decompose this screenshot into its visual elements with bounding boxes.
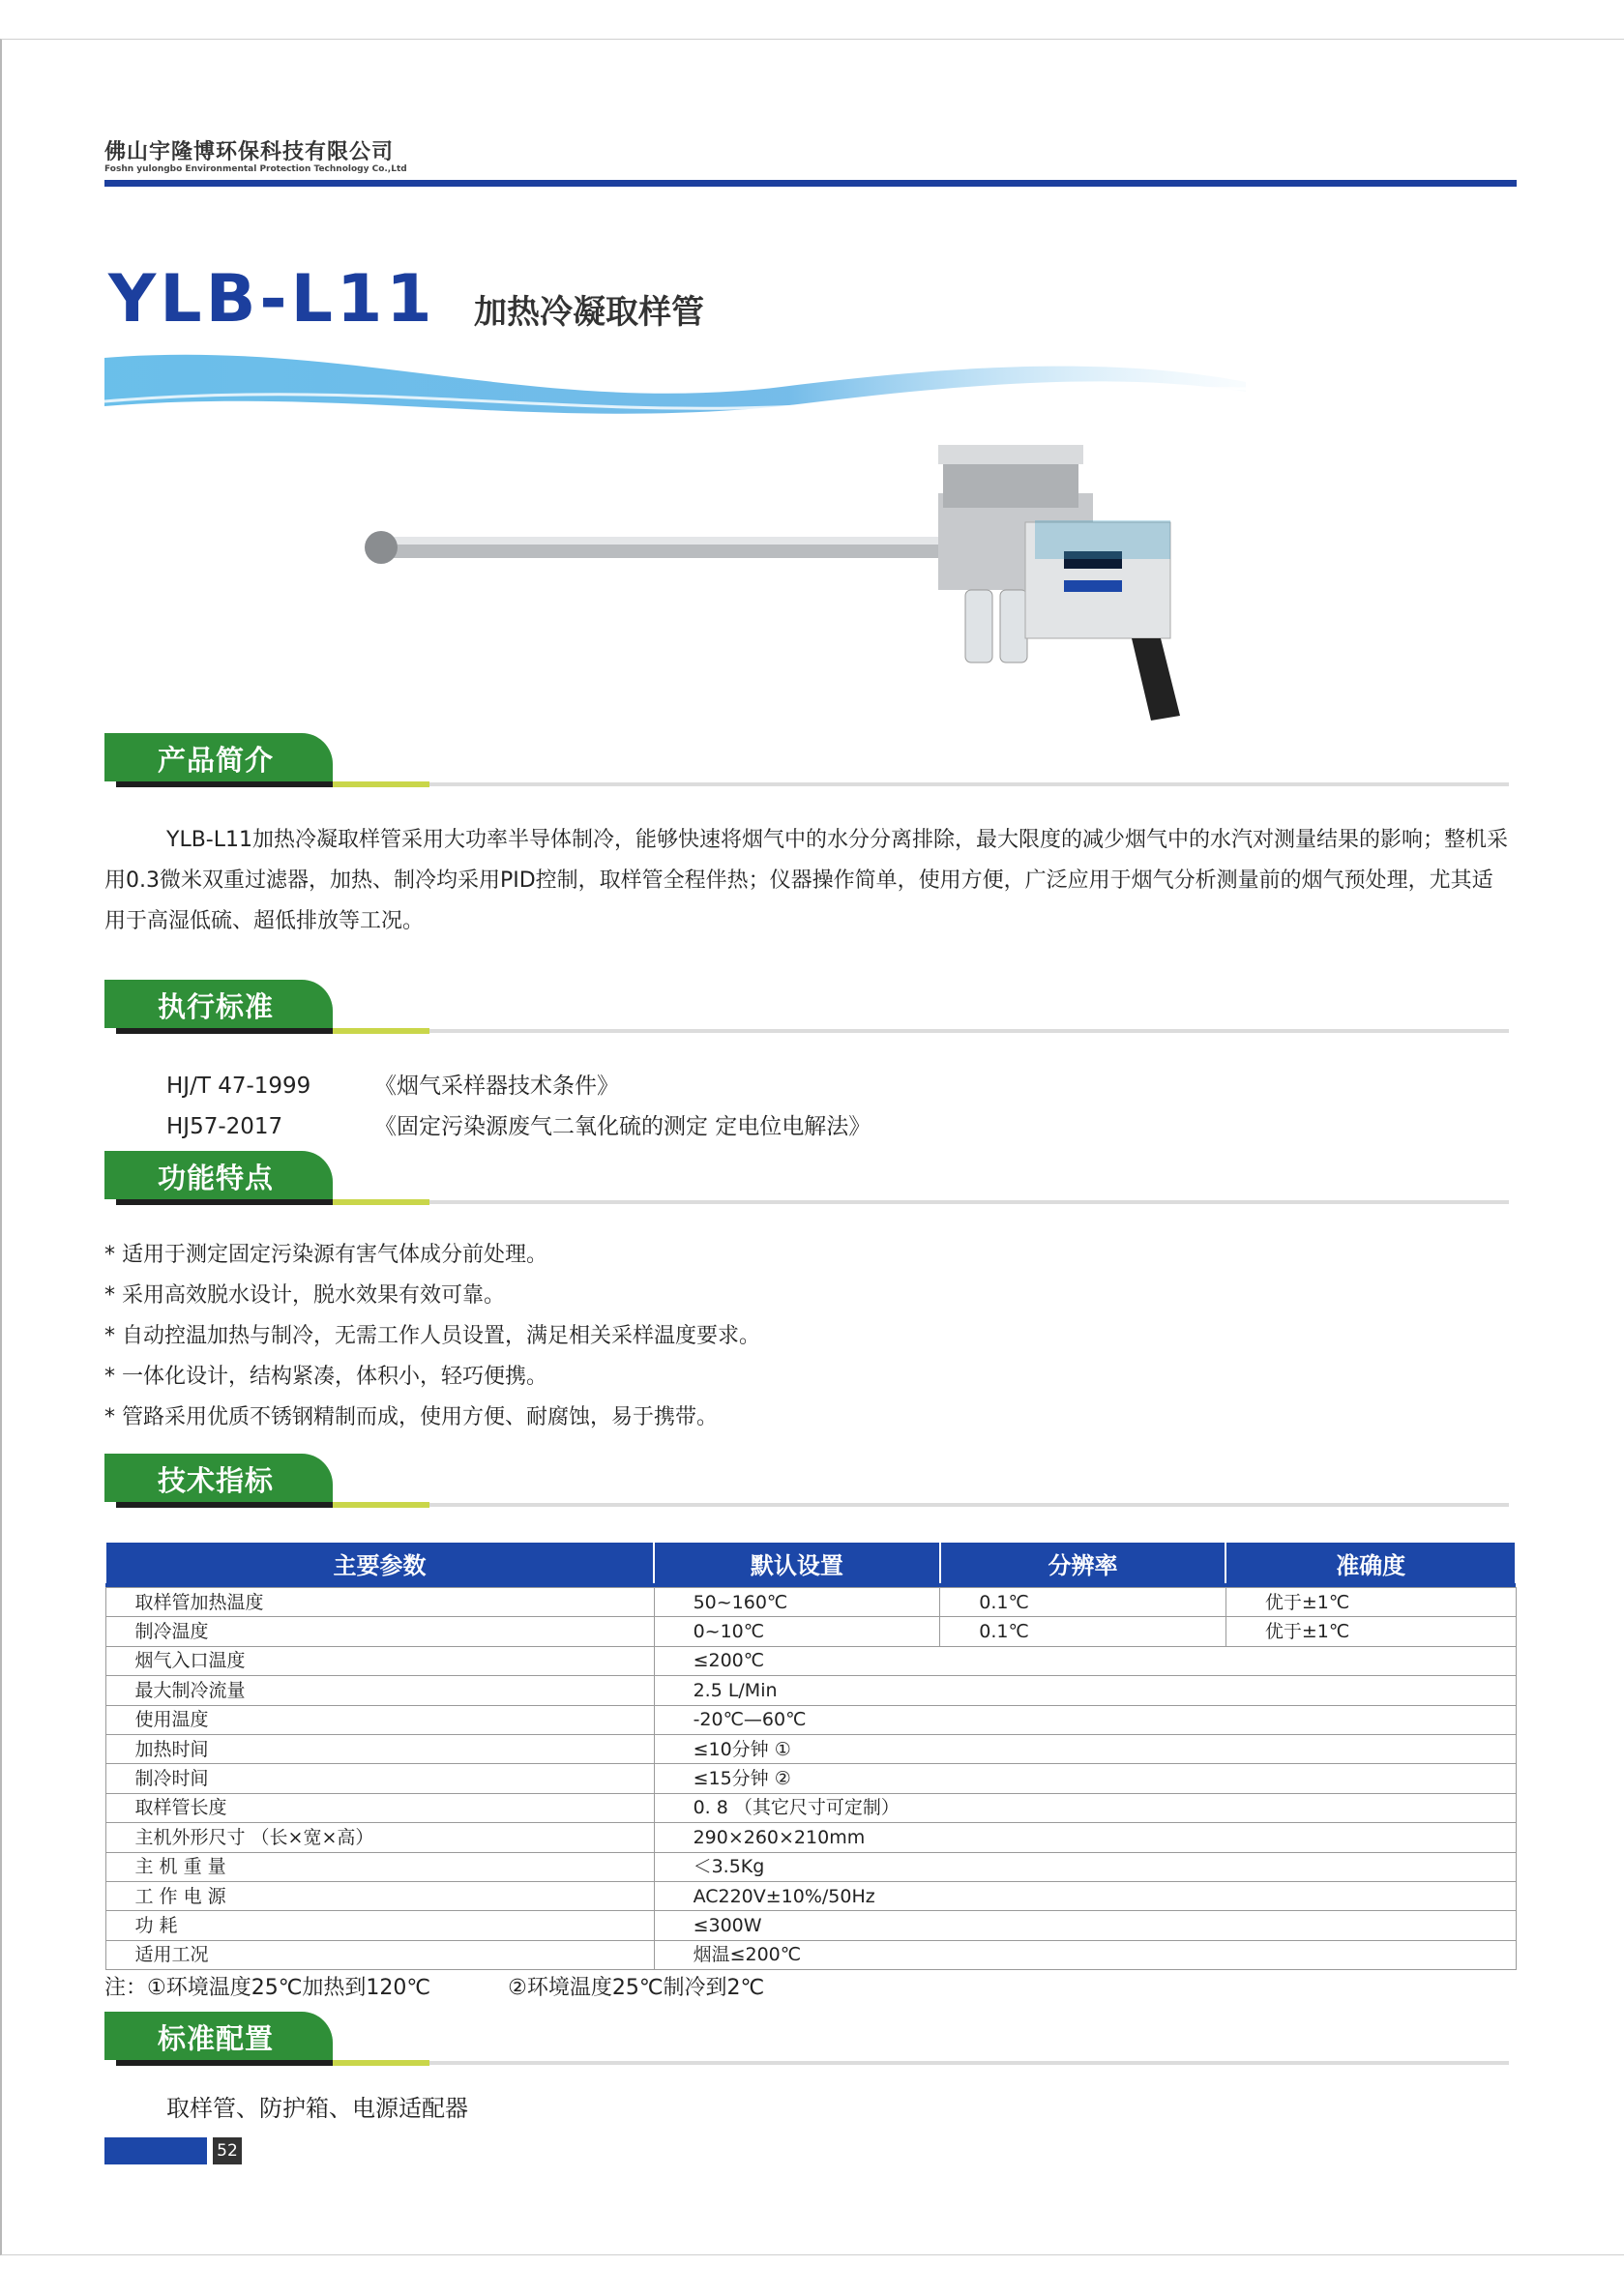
table-notes xyxy=(104,1971,764,2001)
header-param: 主要参数 xyxy=(105,1542,654,1583)
default-cell: 0. 8 （其它尺寸可定制） xyxy=(654,1793,1516,1822)
feature-item: * 自动控温加热与制冷，无需工作人员设置，满足相关采样温度要求。 xyxy=(104,1324,760,1348)
section-header-features xyxy=(104,1151,1509,1209)
table-row xyxy=(105,1911,1516,1940)
param-cell: 制冷温度 xyxy=(105,1617,654,1646)
feature-item: * 管路采用优质不锈钢精制而成，使用方便、耐腐蚀，易于携带。 xyxy=(104,1405,718,1429)
sampling-probe-image xyxy=(358,426,1267,735)
header-rule xyxy=(104,180,1517,187)
table-row xyxy=(105,1823,1516,1852)
default-cell: 50~160℃ xyxy=(654,1588,940,1617)
section-tab-shadow xyxy=(116,2060,333,2066)
header-accuracy: 准确度 xyxy=(1225,1542,1516,1583)
company-name-en: Foshn yulongbo Environmental Protection Technology Co.,Ltd xyxy=(104,164,407,174)
param-cell: 适用工况 xyxy=(105,1940,654,1969)
note-cooling: ②环境温度25℃制冷到2℃ xyxy=(508,1976,765,2000)
config-text: 取样管、防护箱、电源适配器 xyxy=(166,2095,468,2122)
feature-item: * 一体化设计，结构紧凑，体积小，轻巧便携。 xyxy=(104,1365,547,1389)
resolution-cell: 0.1℃ xyxy=(940,1588,1226,1617)
section-tab-accent xyxy=(333,1028,429,1034)
standard-title: 《固定污染源废气二氧化硫的测定 定电位电解法》 xyxy=(374,1114,871,1139)
accuracy-cell: 优于±1℃ xyxy=(1225,1588,1516,1617)
param-cell: 制冷时间 xyxy=(105,1764,654,1793)
product-model: YLB-L11 xyxy=(108,261,436,338)
section-tab-shadow xyxy=(116,1502,333,1508)
section-rule xyxy=(429,1503,1509,1507)
table-row xyxy=(105,1705,1516,1734)
param-cell: 主 机 重 量 xyxy=(105,1852,654,1881)
section-header-config xyxy=(104,2012,1509,2070)
section-tab-accent xyxy=(333,781,429,787)
section-rule xyxy=(429,2061,1509,2065)
section-tab-accent xyxy=(333,1502,429,1508)
company-name-cn: 佛山宇隆博环保科技有限公司 xyxy=(104,139,395,164)
table-row xyxy=(105,1881,1516,1910)
default-cell: 烟温≤200℃ xyxy=(654,1940,1516,1969)
param-cell: 功 耗 xyxy=(105,1911,654,1940)
section-header-standards xyxy=(104,980,1509,1038)
product-name: 加热冷凝取样管 xyxy=(474,293,704,332)
param-cell: 最大制冷流量 xyxy=(105,1676,654,1705)
param-cell: 工 作 电 源 xyxy=(105,1881,654,1910)
param-cell: 加热时间 xyxy=(105,1734,654,1763)
table-row xyxy=(105,1734,1516,1763)
param-cell: 取样管长度 xyxy=(105,1793,654,1822)
intro-paragraph xyxy=(104,820,1509,942)
param-cell: 烟气入口温度 xyxy=(105,1646,654,1675)
default-cell: ≤15分钟 ② xyxy=(654,1764,1516,1793)
section-title-config: 标准配置 xyxy=(158,2022,275,2055)
default-cell: -20℃—60℃ xyxy=(654,1705,1516,1734)
default-cell: AC220V±10%/50Hz xyxy=(654,1881,1516,1910)
default-cell: ＜3.5Kg xyxy=(654,1852,1516,1881)
table-row xyxy=(105,1940,1516,1969)
default-cell: 0~10℃ xyxy=(654,1617,940,1646)
section-title-standards: 执行标准 xyxy=(158,990,275,1023)
decorative-wave xyxy=(104,348,1246,426)
section-tab-shadow xyxy=(116,781,333,787)
section-title-intro: 产品简介 xyxy=(158,744,275,777)
section-tab-accent xyxy=(333,2060,429,2066)
table-row xyxy=(105,1646,1516,1675)
standard-code: HJ/T 47-1999 xyxy=(166,1074,311,1099)
feature-item: * 采用高效脱水设计，脱水效果有效可靠。 xyxy=(104,1283,505,1308)
intro-text: YLB-L11加热冷凝取样管采用大功率半导体制冷，能够快速将烟气中的水分分离排除，最大限度的减少烟气中的水汽对测量结果的影响；整机采用0.3微米双重过滤器，加热、制冷均采用PID控制，取样管全程伴热；仪器操作简单，使用方便，广泛应用于烟气分析测量前的烟气预处理，尤其适用于高湿低硫、超低排放等工况。 xyxy=(104,828,1508,933)
standard-item xyxy=(166,1068,619,1100)
section-tab-shadow xyxy=(116,1199,333,1205)
table-row xyxy=(105,1617,1516,1646)
param-cell: 使用温度 xyxy=(105,1705,654,1734)
section-rule xyxy=(429,782,1509,786)
resolution-cell: 0.1℃ xyxy=(940,1617,1226,1646)
spec-table-header xyxy=(105,1542,1516,1583)
default-cell: ≤10分钟 ① xyxy=(654,1734,1516,1763)
default-cell: 2.5 L/Min xyxy=(654,1676,1516,1705)
standard-item xyxy=(166,1108,871,1140)
table-row xyxy=(105,1793,1516,1822)
default-cell: 290×260×210mm xyxy=(654,1823,1516,1852)
table-row xyxy=(105,1764,1516,1793)
page-footer-bar xyxy=(104,2137,207,2164)
table-row xyxy=(105,1852,1516,1881)
standard-title: 《烟气采样器技术条件》 xyxy=(374,1074,619,1099)
section-tab-accent xyxy=(333,1199,429,1205)
table-row xyxy=(105,1588,1516,1617)
section-header-specs xyxy=(104,1454,1509,1512)
section-title-features: 功能特点 xyxy=(158,1162,275,1194)
default-cell: ≤300W xyxy=(654,1911,1516,1940)
header-default: 默认设置 xyxy=(654,1542,940,1583)
table-row xyxy=(105,1676,1516,1705)
note-heating: 注：①环境温度25℃加热到120℃ xyxy=(104,1976,431,2000)
param-cell: 主机外形尺寸 （长×宽×高） xyxy=(105,1823,654,1852)
page-number: 52 xyxy=(213,2137,242,2164)
accuracy-cell: 优于±1℃ xyxy=(1225,1617,1516,1646)
section-rule xyxy=(429,1029,1509,1033)
header-resolution: 分辨率 xyxy=(940,1542,1226,1583)
section-tab-shadow xyxy=(116,1028,333,1034)
spec-table xyxy=(104,1541,1517,1970)
default-cell: ≤200℃ xyxy=(654,1646,1516,1675)
section-header-intro xyxy=(104,733,1509,791)
section-rule xyxy=(429,1200,1509,1204)
section-title-specs: 技术指标 xyxy=(158,1464,275,1497)
feature-item: * 适用于测定固定污染源有害气体成分前处理。 xyxy=(104,1243,547,1267)
param-cell: 取样管加热温度 xyxy=(105,1588,654,1617)
standard-code: HJ57-2017 xyxy=(166,1114,283,1139)
